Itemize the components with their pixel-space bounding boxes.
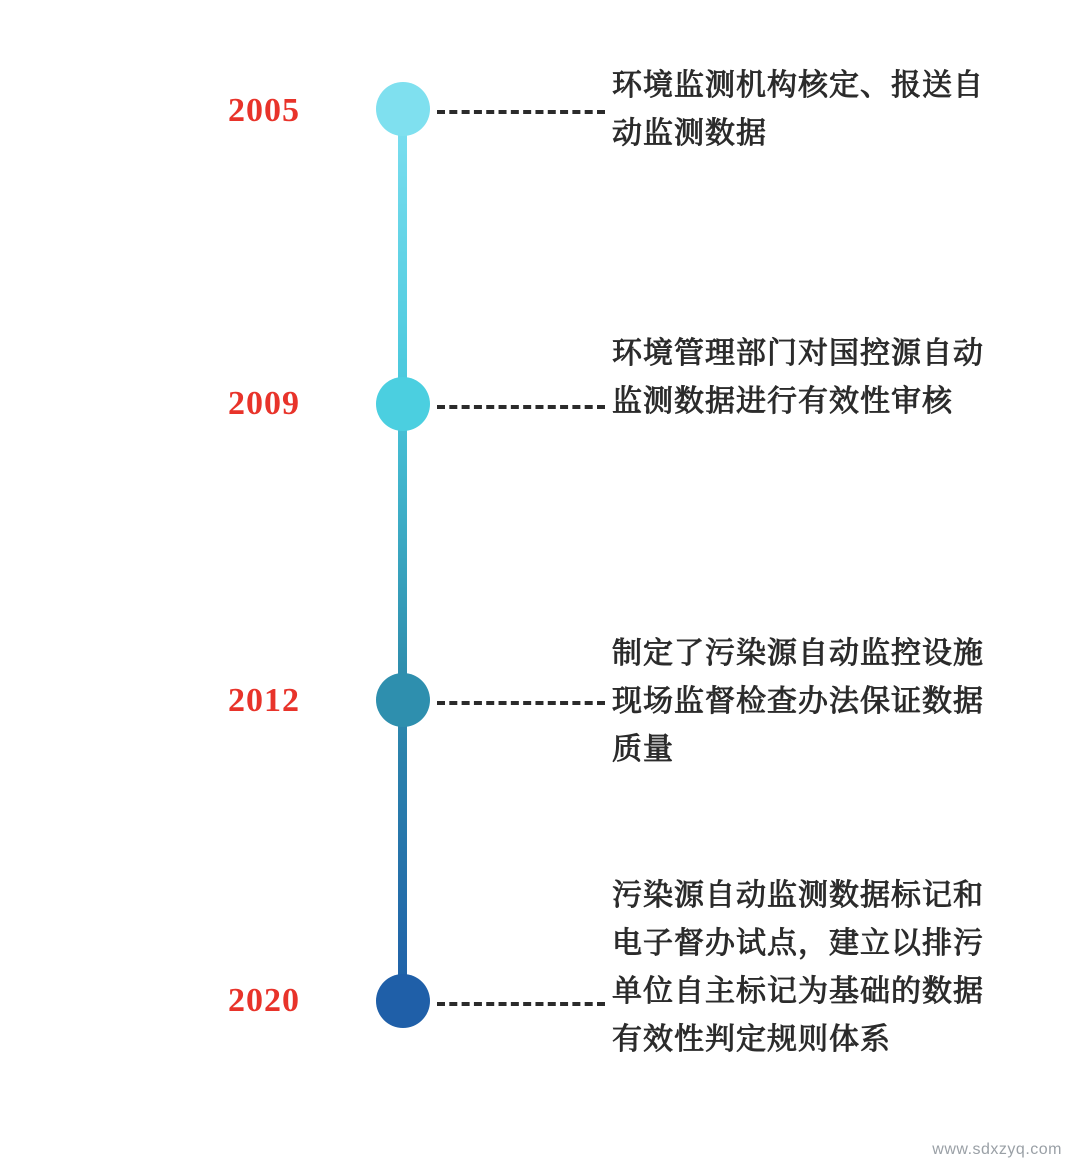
event-node-dot <box>376 673 430 727</box>
event-year: 2020 <box>228 982 300 1019</box>
event-node-dot <box>376 974 430 1028</box>
watermark: www.sdxzyq.com <box>932 1141 1062 1158</box>
event-year: 2005 <box>228 92 300 129</box>
event-node-dot <box>376 377 430 431</box>
event-connector-dashed-line <box>437 405 605 409</box>
event-year: 2009 <box>228 385 300 422</box>
event-connector-dashed-line <box>437 701 605 705</box>
timeline-spine <box>398 110 407 1005</box>
event-description: 环境监测机构核定、报送自动监测数据 <box>612 69 984 150</box>
event-description: 制定了污染源自动监控设施现场监督检查办法保证数据质量 <box>612 637 984 766</box>
event-year: 2012 <box>228 682 300 719</box>
event-description: 环境管理部门对国控源自动监测数据进行有效性审核 <box>612 337 984 418</box>
event-description: 污染源自动监测数据标记和电子督办试点，建立以排污单位自主标记为基础的数据有效性判定规则体系 <box>612 879 984 1056</box>
event-connector-dashed-line <box>437 110 605 114</box>
event-connector-dashed-line <box>437 1002 605 1006</box>
event-node-dot <box>376 82 430 136</box>
